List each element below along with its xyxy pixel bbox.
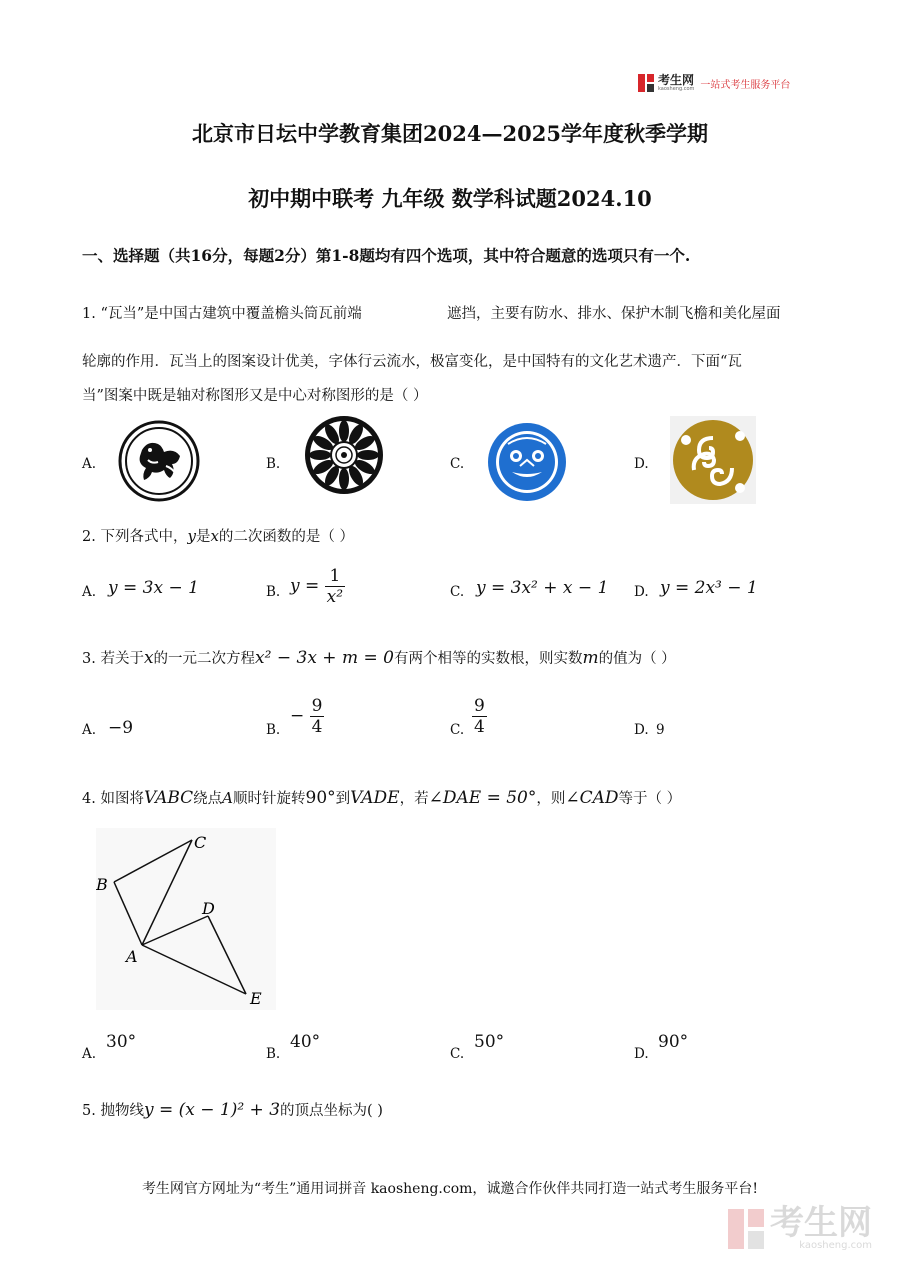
q3-option-d-value: 9 (656, 722, 665, 738)
watermark-domain: kaosheng.com (799, 1240, 872, 1251)
watermark-text: 考生网 (770, 1203, 872, 1243)
q2-option-c-expr: y = 3x² + x − 1 (476, 578, 609, 598)
label-c: C (194, 833, 207, 852)
q4-option-c-value: 50° (474, 1032, 505, 1052)
q1-option-d-label: D. (634, 456, 649, 472)
q3-option-a-value: −9 (108, 718, 134, 738)
q4-stem: 4. 如图将VABC绕点A顺时针旋转90°到VADE，若∠DAE = 50°，则∠CAD等于（ ） (82, 788, 682, 808)
q1-line1b: 遮挡，主要有防水、排水、保护木制飞檐和美化屋面 (447, 306, 781, 322)
q1-line1a: 1. “瓦当”是中国古建筑中覆盖檐头筒瓦前端 (82, 306, 362, 322)
q4-triangle-figure (96, 828, 276, 1010)
label-a: A (126, 947, 138, 966)
footer-text: 考生网官方网址为“考生”通用词拼音 kaosheng.com，诚邀合作伙伴共同打造一站式考生服务平台! (141, 1181, 759, 1197)
q3-option-a-label: A. (82, 722, 97, 738)
label-b: B (96, 875, 108, 894)
logo-slogan: 一站式考生服务平台 (700, 79, 791, 91)
q1-option-b-label: B. (266, 456, 281, 472)
q4-option-a-value: 30° (106, 1032, 137, 1052)
q2-option-b-label: B. (266, 584, 281, 600)
label-e: E (250, 989, 262, 1008)
lotus-tile-image (304, 414, 384, 496)
kaosheng-logo (638, 72, 790, 94)
q3-stem: 3. 若关于x的一元二次方程x² − 3x + m = 0有两个相等的实数根，则实数m的值为（ ） (82, 648, 676, 668)
q4-option-b-value: 40° (290, 1032, 321, 1052)
tiger-tile-image (118, 420, 200, 502)
q1-option-c-label: C. (450, 456, 465, 472)
q3-option-c-value: $\frac{9}{4}$ (474, 696, 485, 737)
q4-option-c-label: C. (450, 1046, 465, 1062)
q4-option-d-value: 90° (658, 1032, 689, 1052)
q2-option-a-expr: y = 3x − 1 (108, 578, 199, 598)
q2-option-a-label: A. (82, 584, 97, 600)
logo-name: 考生网 (658, 73, 695, 87)
q1-option-a-label: A. (82, 456, 97, 472)
exam-title-line1: 北京市日坛中学教育集团2024—2025学年度秋季学期 (192, 121, 708, 146)
q1-line2: 轮廓的作用．瓦当上的图案设计优美，字体行云流水，极富变化，是中国特有的文化艺术遗产．下面“瓦 (82, 354, 742, 370)
kaosheng-watermark (728, 1203, 872, 1251)
q4-option-b-label: B. (266, 1046, 281, 1062)
section-heading: 一、选择题（共16分，每题2分）第1-8题均有四个选项，其中符合题意的选项只有一个. (82, 246, 691, 265)
q3-option-b-label: B. (266, 722, 281, 738)
q2-option-d-expr: y = 2x³ − 1 (660, 578, 758, 598)
q2-option-b-expr: y = $\frac{1}{\text{x²}}$ (290, 566, 344, 607)
q4-option-a-label: A. (82, 1046, 97, 1062)
q4-option-d-label: D. (634, 1046, 649, 1062)
q2-stem: 2. 下列各式中，y是x的二次函数的是（ ） (82, 527, 355, 545)
kaosheng-logo-icon (638, 74, 654, 92)
q5-stem: 5. 抛物线y = (x − 1)² + 3的顶点坐标为( ) (82, 1100, 383, 1120)
q3-option-c-label: C. (450, 722, 465, 738)
q3-option-b-value: − $\frac{9}{4}$ (290, 696, 323, 737)
exam-title-line2: 初中期中联考 九年级 数学科试题2024.10 (248, 186, 652, 211)
label-d: D (202, 899, 215, 918)
q1-line3: 当”图案中既是轴对称图形又是中心对称图形的是（ ） (82, 388, 428, 404)
q3-option-d-label: D. (634, 722, 649, 738)
logo-domain: kaosheng.com (658, 86, 695, 92)
q2-option-d-label: D. (634, 584, 649, 600)
cloud-pattern-tile-image (670, 416, 756, 504)
beast-face-tile-image (486, 422, 568, 502)
watermark-logo-icon (728, 1209, 764, 1249)
q2-option-c-label: C. (450, 584, 465, 600)
